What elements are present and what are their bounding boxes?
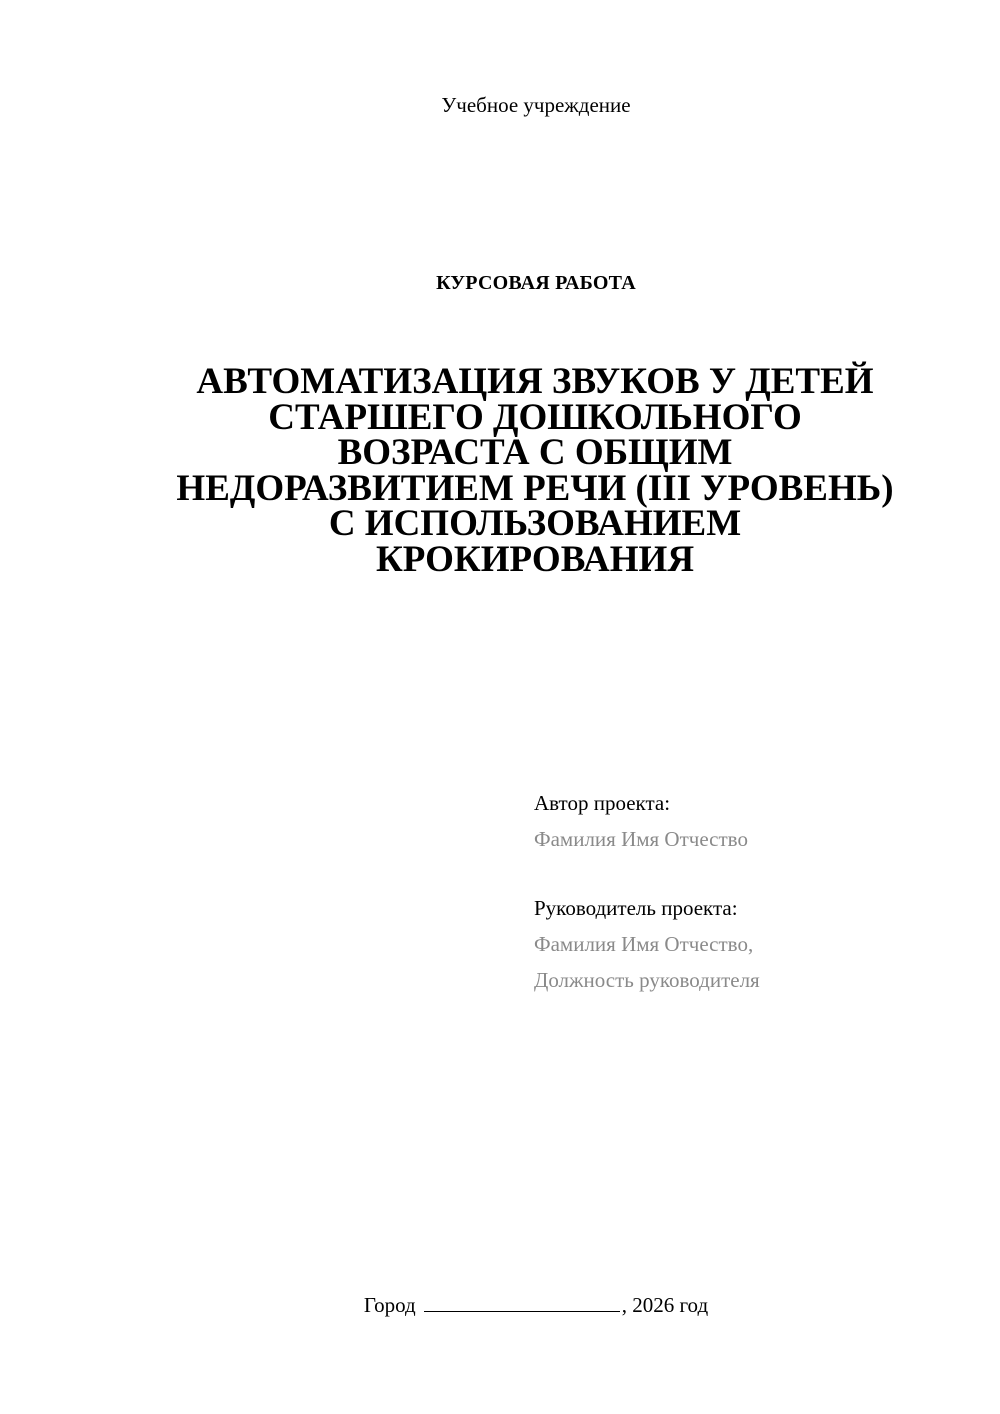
author-label: Автор проекта: <box>534 791 671 815</box>
city-label: Город <box>363 1293 416 1317</box>
work-type-heading: КУРСОВАЯ РАБОТА <box>436 272 636 294</box>
supervisor-name-placeholder: Фамилия Имя Отчество, <box>534 932 754 956</box>
supervisor-position-placeholder: Должность руководителя <box>534 968 760 992</box>
supervisor-label: Руководитель проекта: <box>534 896 738 920</box>
city-year-line <box>0 1290 1000 1320</box>
supervisor-block <box>534 890 964 998</box>
document-title <box>140 361 930 580</box>
title-line: С ИСПОЛЬЗОВАНИЕМ <box>328 503 742 544</box>
title-line: КРОКИРОВАНИЯ <box>375 538 695 580</box>
title-line: НЕДОРАЗВИТИЕМ РЕЧИ (III УРОВЕНЬ) <box>176 467 894 509</box>
title-line: СТАРШЕГО ДОШКОЛЬНОГО <box>268 396 802 438</box>
title-line: АВТОМАТИЗАЦИЯ ЗВУКОВ У ДЕТЕЙ <box>196 361 874 402</box>
author-block <box>534 785 964 857</box>
author-name-placeholder: Фамилия Имя Отчество <box>534 827 748 851</box>
city-blank-underline <box>424 1291 620 1312</box>
institution-name: Учебное учреждение <box>441 93 631 117</box>
title-line: ВОЗРАСТА С ОБЩИМ <box>337 432 733 473</box>
year-text: , 2026 год <box>621 1293 709 1317</box>
